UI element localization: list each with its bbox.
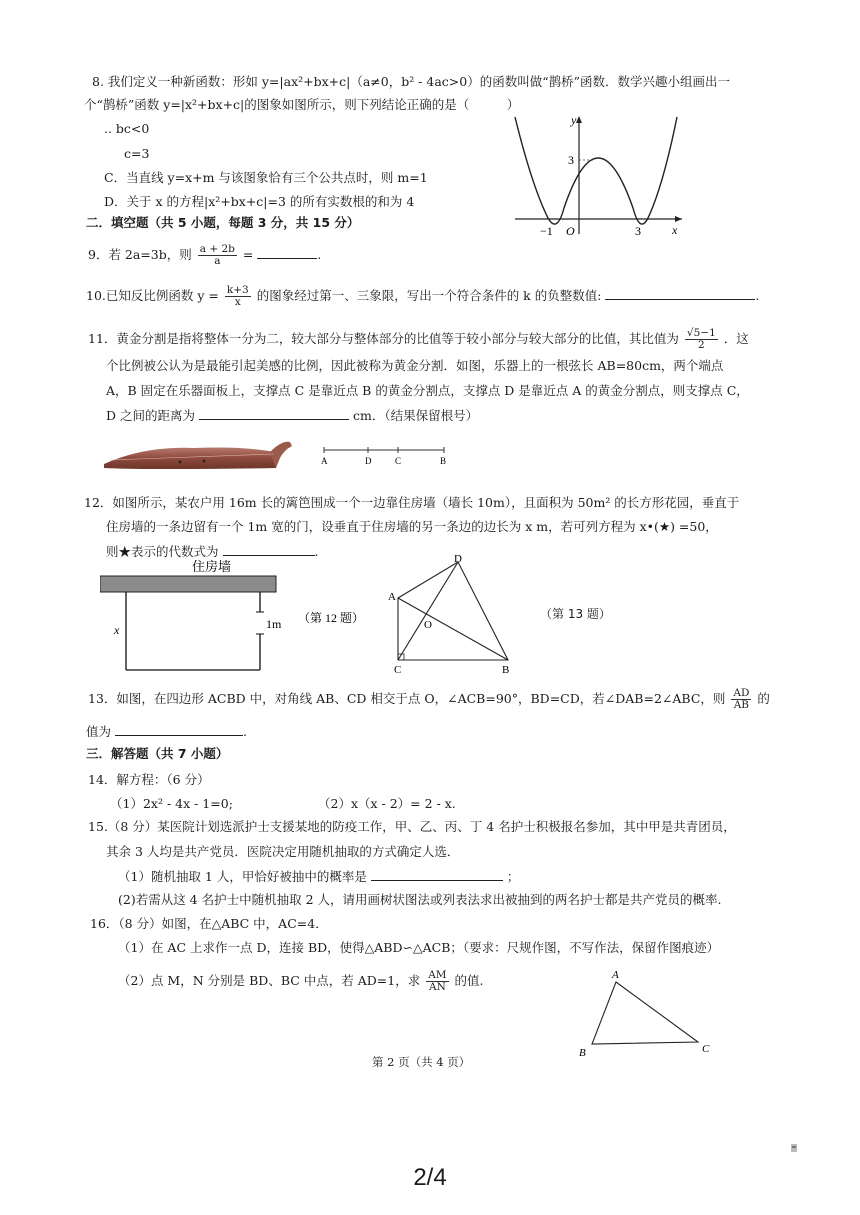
q12-line1: 12．如图所示，某农户用 16m 长的篱笆围成一个一边靠住房墙（墙长 10m），且面积为 50m² 的长方形花园，垂直于 — [84, 495, 740, 510]
q15-line1: 15.（8 分）某医院计划选派护士支援某地的防疫工作，甲、乙、丙、丁 4 名护士积极报名参加，其中甲是共青团员， — [88, 819, 736, 834]
q10-answer-blank[interactable] — [605, 286, 755, 300]
q16-part2-b: 的值. — [454, 973, 484, 988]
q8-option-a: .. bc<0 — [104, 121, 150, 136]
page-number: 2/4 — [413, 1164, 447, 1191]
q13-frac-den: AB — [733, 699, 750, 711]
graph-curve — [515, 117, 677, 224]
graph-origin: O — [566, 224, 575, 238]
q10: 10.已知反比例函数 y = $\frac{k+3}{x}$ 的图象经过第一、三象限，写出一个符合条件的 k 的负整数值: . — [86, 284, 760, 308]
section2-title: 二．填空题（共 5 小题，每题 3 分，共 15 分） — [86, 215, 360, 230]
q12-line2: 住房墙的一条边留有一个 1m 宽的门，设垂直于住房墙的另一条边的边长为 x m，若可列方程为 x•(★) =50， — [106, 519, 718, 534]
q16-fraction — [426, 970, 448, 993]
q16-part1: （1）在 AC 上求作一点 D，连接 BD，使得△ABD∽△ACB；（要求：尺规作图，不写作法，保留作图痕迹） — [118, 940, 720, 955]
q11-fraction — [685, 328, 718, 351]
q13-label-o: O — [424, 619, 432, 631]
q8-line1: 8. 我们定义一种新函数：形如 y=|ax²+bx+c|（a≠0，b² - 4ac>0）的函数叫做“鹊桥”函数．数学兴趣小组画出一 — [92, 74, 731, 89]
q16-line1: 16．（8 分）如图，在△ABC 中，AC=4． — [90, 916, 328, 931]
graph-tick-x3: 3 — [635, 224, 641, 238]
q13-line2: 值为 . — [86, 724, 247, 739]
q13-label-b: B — [502, 664, 510, 676]
q11-answer-blank[interactable] — [199, 406, 349, 420]
q13-line1-text: 13．如图，在四边形 ACBD 中，对角线 AB、CD 相交于点 O，∠ACB=90°，BD=CD，若∠DAB=2∠ABC，则 — [88, 691, 726, 706]
q11-line1 — [88, 328, 749, 351]
q8-option-b: c=3 — [124, 146, 150, 161]
q16-part2 — [118, 970, 484, 993]
q12-line3: 则★表示的代数式为 . — [106, 544, 319, 559]
q9-text: 9．若 2a=3b，则 — [88, 247, 192, 262]
q10-text-b: 的图象经过第一、三象限，写出一个符合条件的 k 的负整数值: — [256, 288, 602, 303]
q8-option-c: C．当直线 y=x+m 与该图象恰有三个公共点时，则 m=1 — [104, 170, 428, 185]
q15-part1-text: （1）随机抽取 1 人，甲恰好被抽中的概率是 — [118, 869, 367, 884]
graph-x-label: x — [672, 223, 678, 237]
q16-frac-den: AN — [429, 981, 446, 993]
seg-label-b: B — [440, 456, 447, 466]
q13-answer-blank[interactable] — [115, 722, 243, 736]
q13-fraction — [731, 688, 751, 711]
section3-title: 三．解答题（共 7 小题） — [86, 746, 229, 761]
q14-part2: （2）x（x - 2）= 2 - x. — [318, 796, 456, 811]
graph-tick-neg1: −1 — [540, 224, 553, 238]
q15-line2: 其余 3 人均是共产党员．医院决定用随机抽取的方式确定人选． — [106, 844, 460, 859]
q13-frac-num: AD — [733, 687, 750, 699]
q11-line1-end: ．这 — [723, 331, 749, 346]
q12-garden-diagram — [100, 558, 390, 676]
q15-part1-end: ； — [506, 869, 520, 884]
q13-label-a: A — [388, 591, 396, 603]
corner-mark-icon — [790, 1142, 798, 1154]
q10-fraction — [225, 285, 251, 308]
q13-line1 — [88, 688, 770, 711]
q16-triangle-diagram — [574, 966, 724, 1060]
q12-line3-text: 则★表示的代数式为 — [106, 544, 219, 559]
q11-frac-den: 2 — [697, 339, 705, 351]
seg-label-c: C — [395, 456, 402, 466]
graph-y-label: y — [571, 113, 577, 127]
q9-fraction — [198, 244, 237, 267]
q9-answer-blank[interactable] — [257, 245, 317, 259]
q13-quadrilateral-diagram — [386, 552, 522, 676]
wall-label: 住房墙 — [192, 559, 232, 574]
q13-line2-text: 值为 — [86, 724, 112, 739]
tri-label-b: B — [579, 1047, 586, 1059]
page-footer: 第 2 页（共 4 页） — [372, 1055, 471, 1069]
q14-part1: （1）2x² - 4x - 1=0; — [110, 796, 233, 811]
q13-label-c: C — [394, 664, 402, 676]
q12-figure-caption: （第 12 题） — [298, 611, 365, 625]
q13-label-d: D — [454, 553, 462, 565]
x-axis-arrow-icon — [675, 216, 682, 222]
q11-line4 — [106, 406, 478, 424]
q11-line1-text: 11．黄金分割是指将整体一分为二，较大部分与整体部分的比值等于较小部分与较大部分的比值，其比值为 — [88, 331, 679, 346]
tri-label-a: A — [612, 969, 619, 981]
q10-frac-den: x — [234, 296, 241, 308]
y-axis-arrow-icon — [576, 116, 582, 123]
q12-answer-blank[interactable] — [223, 542, 315, 556]
q8-function-graph — [510, 112, 690, 240]
q15-part2: (2)若需从这 4 名护士中随机抽取 2 人，请用画树状图法或列表法求出被抽到的两名护士都是共产党员的概率. — [118, 892, 722, 907]
q11-line4-b: cm．（结果保留根号） — [352, 408, 479, 423]
garden-x-label: x — [114, 623, 120, 637]
q15-answer-blank[interactable] — [371, 867, 503, 881]
q16-part2-a: （2）点 M，N 分别是 BD、BC 中点，若 AD=1，求 — [118, 973, 421, 988]
q9: 9．若 2a=3b，则 $\frac{a + 2b}{a}$ = . — [88, 243, 322, 267]
wall-shape — [100, 576, 276, 592]
graph-tick-3: 3 — [568, 153, 574, 167]
q11-line2: 个比例被公认为是最能引起美感的比例，因此被称为黄金分割．如图，乐器上的一根弦长 AB=80cm，两个端点 — [106, 358, 724, 373]
q10-text-a: 10.已知反比例函数 y = — [86, 288, 219, 303]
door-label: 1m — [266, 617, 282, 631]
q10-frac-num: k+3 — [226, 284, 249, 296]
q16-frac-num: AM — [428, 969, 447, 981]
q13-line1-end: 的 — [757, 691, 770, 706]
q14-title: 14．解方程：（6 分） — [88, 772, 210, 787]
q11-frac-num: √5−1 — [686, 327, 716, 339]
q9-frac-den: a — [214, 255, 221, 267]
q11-line3: A，B 固定在乐器面板上，支撑点 C 是靠近点 B 的黄金分割点，支撑点 D 是靠近点 A 的黄金分割点，则支撑点 C， — [106, 383, 749, 398]
q9-frac-num: a + 2b — [199, 243, 235, 255]
q13-figure-caption: （第 13 题） — [540, 607, 611, 621]
tri-label-c: C — [702, 1043, 710, 1055]
seg-label-a: A — [321, 456, 328, 466]
q9-eq: = — [242, 247, 254, 262]
q8-line2: 个“鹊桥”函数 y=|x²+bx+c|的图象如图所示，则下列结论正确的是（ ） — [84, 97, 520, 112]
q11-segment-diagram — [318, 444, 458, 468]
q8-option-d: D．关于 x 的方程|x²+bx+c|=3 的所有实数根的和为 4 — [104, 194, 415, 209]
q11-line4-a: D 之间的距离为 — [106, 408, 195, 423]
instrument-photo — [104, 436, 302, 470]
seg-label-d: D — [365, 456, 372, 466]
q15-part1 — [118, 867, 519, 885]
